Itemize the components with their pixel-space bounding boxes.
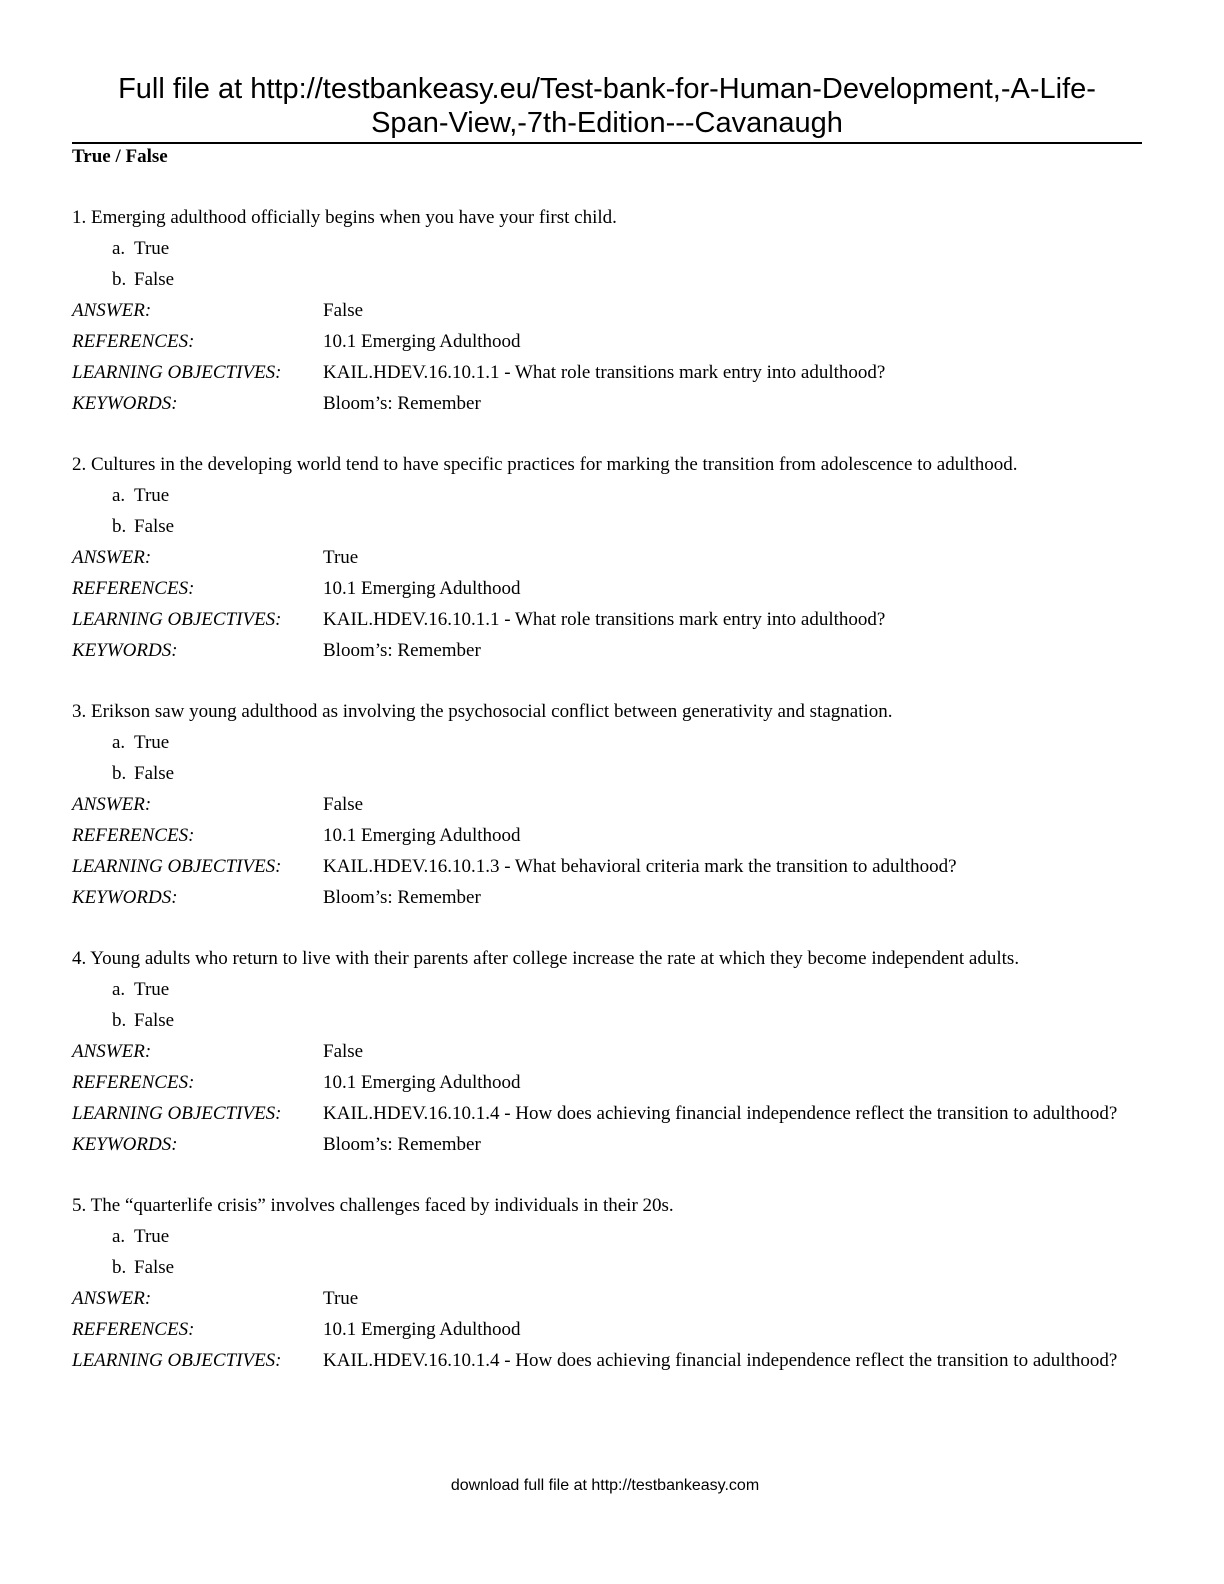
option-text: True [134, 1226, 170, 1247]
answer-row [72, 1039, 1142, 1064]
keywords-value: Bloom’s: Remember [323, 393, 481, 414]
references-row [72, 823, 1142, 848]
objectives-row [72, 854, 1142, 879]
question-stem: 4. Young adults who return to live with their parents after college increase the rate at which they become independent adults. [72, 948, 1020, 969]
keywords-value: Bloom’s: Remember [323, 887, 481, 908]
objectives-label: LEARNING OBJECTIVES: [72, 609, 282, 630]
option-b [72, 267, 1142, 292]
page-header [72, 72, 1142, 140]
keywords-value: Bloom’s: Remember [323, 640, 481, 661]
objectives-value: KAIL.HDEV.16.10.1.1 - What role transitions mark entry into adulthood? [323, 362, 886, 383]
option-letter: a. [112, 238, 126, 259]
option-a [72, 977, 1142, 1002]
objectives-value: KAIL.HDEV.16.10.1.1 - What role transitions mark entry into adulthood? [323, 609, 886, 630]
keywords-row [72, 885, 1142, 910]
keywords-label: KEYWORDS: [72, 393, 178, 414]
question-stem: 3. Erikson saw young adulthood as involving the psychosocial conflict between generativity and stagnation. [72, 701, 893, 722]
header-line-1[interactable]: Full file at http://testbankeasy.eu/Test-bank-for-Human-Development,-A-Life- [118, 73, 1096, 105]
references-value: 10.1 Emerging Adulthood [323, 1072, 521, 1093]
option-text: False [134, 1257, 175, 1278]
references-row [72, 1317, 1142, 1342]
section-title: True / False [72, 146, 168, 167]
option-a [72, 236, 1142, 261]
references-label: REFERENCES: [72, 1072, 195, 1093]
references-row [72, 1070, 1142, 1095]
option-letter: b. [112, 1257, 127, 1278]
references-row [72, 329, 1142, 354]
keywords-label: KEYWORDS: [72, 1134, 178, 1155]
page-footer[interactable]: download full file at http://testbankeasy.com [450, 1477, 760, 1494]
option-letter: b. [112, 1010, 127, 1031]
option-letter: a. [112, 1226, 126, 1247]
answer-value: True [323, 547, 359, 568]
answer-label: ANSWER: [72, 794, 152, 815]
objectives-label: LEARNING OBJECTIVES: [72, 1103, 282, 1124]
question-1 [72, 205, 1142, 416]
question-stem: 2. Cultures in the developing world tend to have specific practices for marking the transition from adolescence to adulthood. [72, 454, 1018, 475]
answer-label: ANSWER: [72, 300, 152, 321]
option-text: False [134, 1010, 175, 1031]
keywords-row [72, 1132, 1142, 1157]
answer-row [72, 545, 1142, 570]
question-stem: 1. Emerging adulthood officially begins when you have your first child. [72, 207, 617, 228]
option-a [72, 1224, 1142, 1249]
option-letter: a. [112, 979, 126, 1000]
references-value: 10.1 Emerging Adulthood [323, 1319, 521, 1340]
objectives-label: LEARNING OBJECTIVES: [72, 1350, 282, 1371]
option-text: True [134, 979, 170, 1000]
references-value: 10.1 Emerging Adulthood [323, 578, 521, 599]
option-letter: a. [112, 485, 126, 506]
keywords-value: Bloom’s: Remember [323, 1134, 481, 1155]
objectives-value: KAIL.HDEV.16.10.1.3 - What behavioral criteria mark the transition to adulthood? [323, 856, 957, 877]
option-a [72, 730, 1142, 755]
answer-value: False [323, 300, 364, 321]
references-label: REFERENCES: [72, 331, 195, 352]
question-3 [72, 699, 1142, 910]
references-value: 10.1 Emerging Adulthood [323, 825, 521, 846]
answer-value: False [323, 1041, 364, 1062]
option-b [72, 761, 1142, 786]
option-letter: b. [112, 516, 127, 537]
question-stem: 5. The “quarterlife crisis” involves challenges faced by individuals in their 20s. [72, 1195, 674, 1216]
objectives-row [72, 1101, 1142, 1126]
answer-row [72, 792, 1142, 817]
option-text: True [134, 238, 170, 259]
objectives-row [72, 607, 1142, 632]
references-label: REFERENCES: [72, 825, 195, 846]
keywords-label: KEYWORDS: [72, 640, 178, 661]
option-text: True [134, 485, 170, 506]
objectives-row [72, 360, 1142, 385]
option-b [72, 514, 1142, 539]
keywords-row [72, 391, 1142, 416]
option-text: False [134, 763, 175, 784]
keywords-row [72, 638, 1142, 663]
option-text: False [134, 516, 175, 537]
answer-label: ANSWER: [72, 547, 152, 568]
answer-value: False [323, 794, 364, 815]
header-line-2[interactable]: Span-View,-7th-Edition---Cavanaugh [371, 107, 843, 139]
answer-label: ANSWER: [72, 1041, 152, 1062]
references-row [72, 576, 1142, 601]
question-5 [72, 1193, 1142, 1373]
answer-row [72, 1286, 1142, 1311]
option-b [72, 1255, 1142, 1280]
option-letter: b. [112, 269, 127, 290]
option-letter: b. [112, 763, 127, 784]
answer-value: True [323, 1288, 359, 1309]
option-text: True [134, 732, 170, 753]
question-2 [72, 452, 1142, 663]
objectives-value: KAIL.HDEV.16.10.1.4 - How does achieving financial independence reflect the transition to adulthood? [323, 1103, 1118, 1124]
header-divider [72, 142, 1142, 144]
answer-label: ANSWER: [72, 1288, 152, 1309]
references-label: REFERENCES: [72, 578, 195, 599]
objectives-value: KAIL.HDEV.16.10.1.4 - How does achieving financial independence reflect the transition to adulthood? [323, 1350, 1118, 1371]
keywords-label: KEYWORDS: [72, 887, 178, 908]
option-b [72, 1008, 1142, 1033]
objectives-label: LEARNING OBJECTIVES: [72, 362, 282, 383]
objectives-row [72, 1348, 1142, 1373]
question-4 [72, 946, 1142, 1157]
option-text: False [134, 269, 175, 290]
references-label: REFERENCES: [72, 1319, 195, 1340]
question-list [72, 145, 1142, 1373]
references-value: 10.1 Emerging Adulthood [323, 331, 521, 352]
option-letter: a. [112, 732, 126, 753]
answer-row [72, 298, 1142, 323]
option-a [72, 483, 1142, 508]
objectives-label: LEARNING OBJECTIVES: [72, 856, 282, 877]
